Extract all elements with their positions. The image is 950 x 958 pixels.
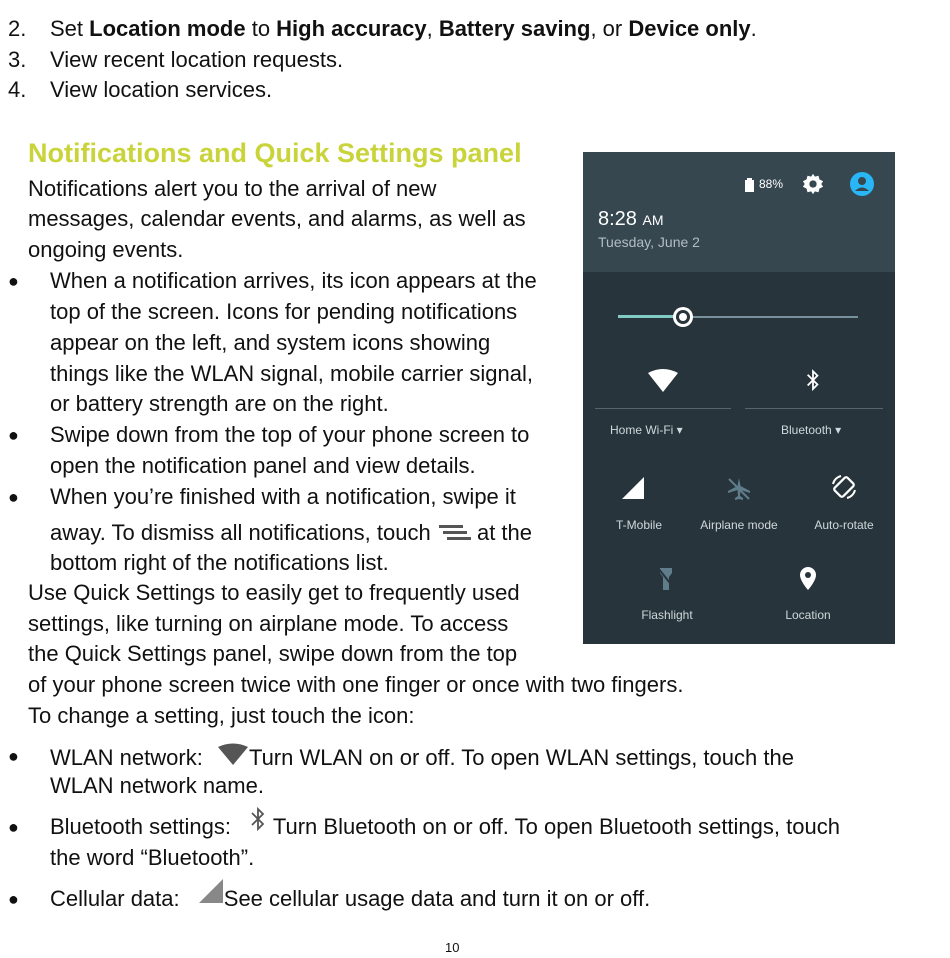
tile-label-autorotate: Auto-rotate	[814, 518, 874, 532]
section-title: Notifications and Quick Settings panel	[28, 138, 522, 168]
cellular-signal-icon[interactable]	[621, 476, 645, 505]
tile-label-location: Location	[785, 608, 831, 622]
bluetooth-icon[interactable]	[805, 368, 821, 399]
setting-text: the word “Bluetooth”.	[50, 845, 255, 870]
setting-label: WLAN network:	[50, 744, 203, 770]
battery-icon	[745, 178, 754, 197]
tile-label-airplane: Airplane mode	[700, 518, 778, 532]
divider	[595, 408, 731, 409]
bullet-line: When a notification arrives, its icon appears at the	[50, 268, 537, 293]
setting-label: Bluetooth settings:	[50, 814, 232, 839]
divider	[745, 408, 883, 409]
bullet-line: Swipe down from the top of your phone screen to	[50, 422, 530, 447]
bullet-dot: ●	[8, 817, 19, 837]
quick-settings-screenshot	[583, 152, 895, 644]
bullet-dot: ●	[8, 271, 19, 291]
clear-all-icon	[437, 521, 471, 547]
auto-rotate-icon[interactable]	[829, 472, 859, 507]
setting-label: Cellular data:	[50, 886, 180, 911]
bullet-line: open the notification panel and view details.	[50, 453, 476, 478]
chevron-down-icon: ▾	[676, 423, 683, 437]
wifi-icon	[217, 743, 249, 775]
setting-wlan: WLAN network: Turn WLAN on or off. To open WLAN settings, touch the	[50, 743, 794, 775]
bullet-line: When you’re finished with a notification, swipe it	[50, 484, 516, 509]
bullet-dot: ●	[8, 746, 19, 766]
brightness-slider[interactable]	[618, 307, 858, 327]
setting-cellular: Cellular data: See cellular usage data and turn it on or off.	[50, 886, 650, 912]
bullet-line: top of the screen. Icons for pending notifications	[50, 299, 518, 324]
bullet-line: appear on the left, and system icons showing	[50, 330, 491, 355]
wifi-network-label[interactable]: Home Wi-Fi ▾	[610, 423, 683, 437]
flashlight-icon[interactable]	[656, 566, 676, 597]
tile-label-flashlight: Flashlight	[641, 608, 693, 622]
wifi-icon[interactable]	[647, 368, 679, 399]
brightness-icon	[671, 305, 695, 334]
gear-icon[interactable]	[802, 173, 824, 200]
intro-line: ongoing events.	[28, 237, 184, 262]
quick-line: of your phone screen twice with one finger or once with two fingers.	[28, 672, 684, 697]
bullet-dot: ●	[8, 889, 19, 909]
date: Tuesday, June 2	[598, 234, 700, 250]
quick-line: the Quick Settings panel, swipe down from the top	[28, 641, 518, 666]
quick-line: settings, like turning on airplane mode. To access	[28, 611, 509, 636]
bullet-line: away. To dismiss all notifications, touch at the	[50, 520, 532, 547]
bullet-line: bottom right of the notifications list.	[50, 550, 389, 575]
bullet-dot: ●	[8, 425, 19, 445]
location-icon[interactable]	[798, 566, 818, 597]
intro-line: Notifications alert you to the arrival of new	[28, 176, 437, 201]
clock: 8:28 AM	[598, 208, 664, 230]
bullet-line: things like the WLAN signal, mobile carrier signal,	[50, 361, 533, 386]
chevron-down-icon: ▾	[835, 423, 842, 437]
step-number: 2.	[8, 16, 27, 41]
account-icon[interactable]	[849, 171, 875, 202]
bullet-dot: ●	[8, 487, 19, 507]
quick-line: To change a setting, just touch the icon:	[28, 703, 415, 728]
bluetooth-icon	[249, 806, 267, 840]
intro-line: messages, calendar events, and alarms, as well as	[28, 206, 526, 231]
setting-text: WLAN network name.	[50, 773, 264, 798]
tile-label-tmobile: T-Mobile	[615, 518, 662, 532]
bluetooth-label[interactable]: Bluetooth ▾	[781, 423, 842, 437]
cellular-signal-icon	[198, 878, 224, 910]
setting-bluetooth: Bluetooth settings: Turn Bluetooth on or off. To open Bluetooth settings, touch	[50, 814, 840, 840]
airplane-mode-icon[interactable]	[726, 476, 752, 507]
bullet-line: or battery strength are on the right.	[50, 391, 389, 416]
page-number: 10	[445, 940, 460, 955]
quick-line: Use Quick Settings to easily get to frequently used	[28, 580, 520, 605]
battery-percent: 88%	[759, 177, 784, 191]
